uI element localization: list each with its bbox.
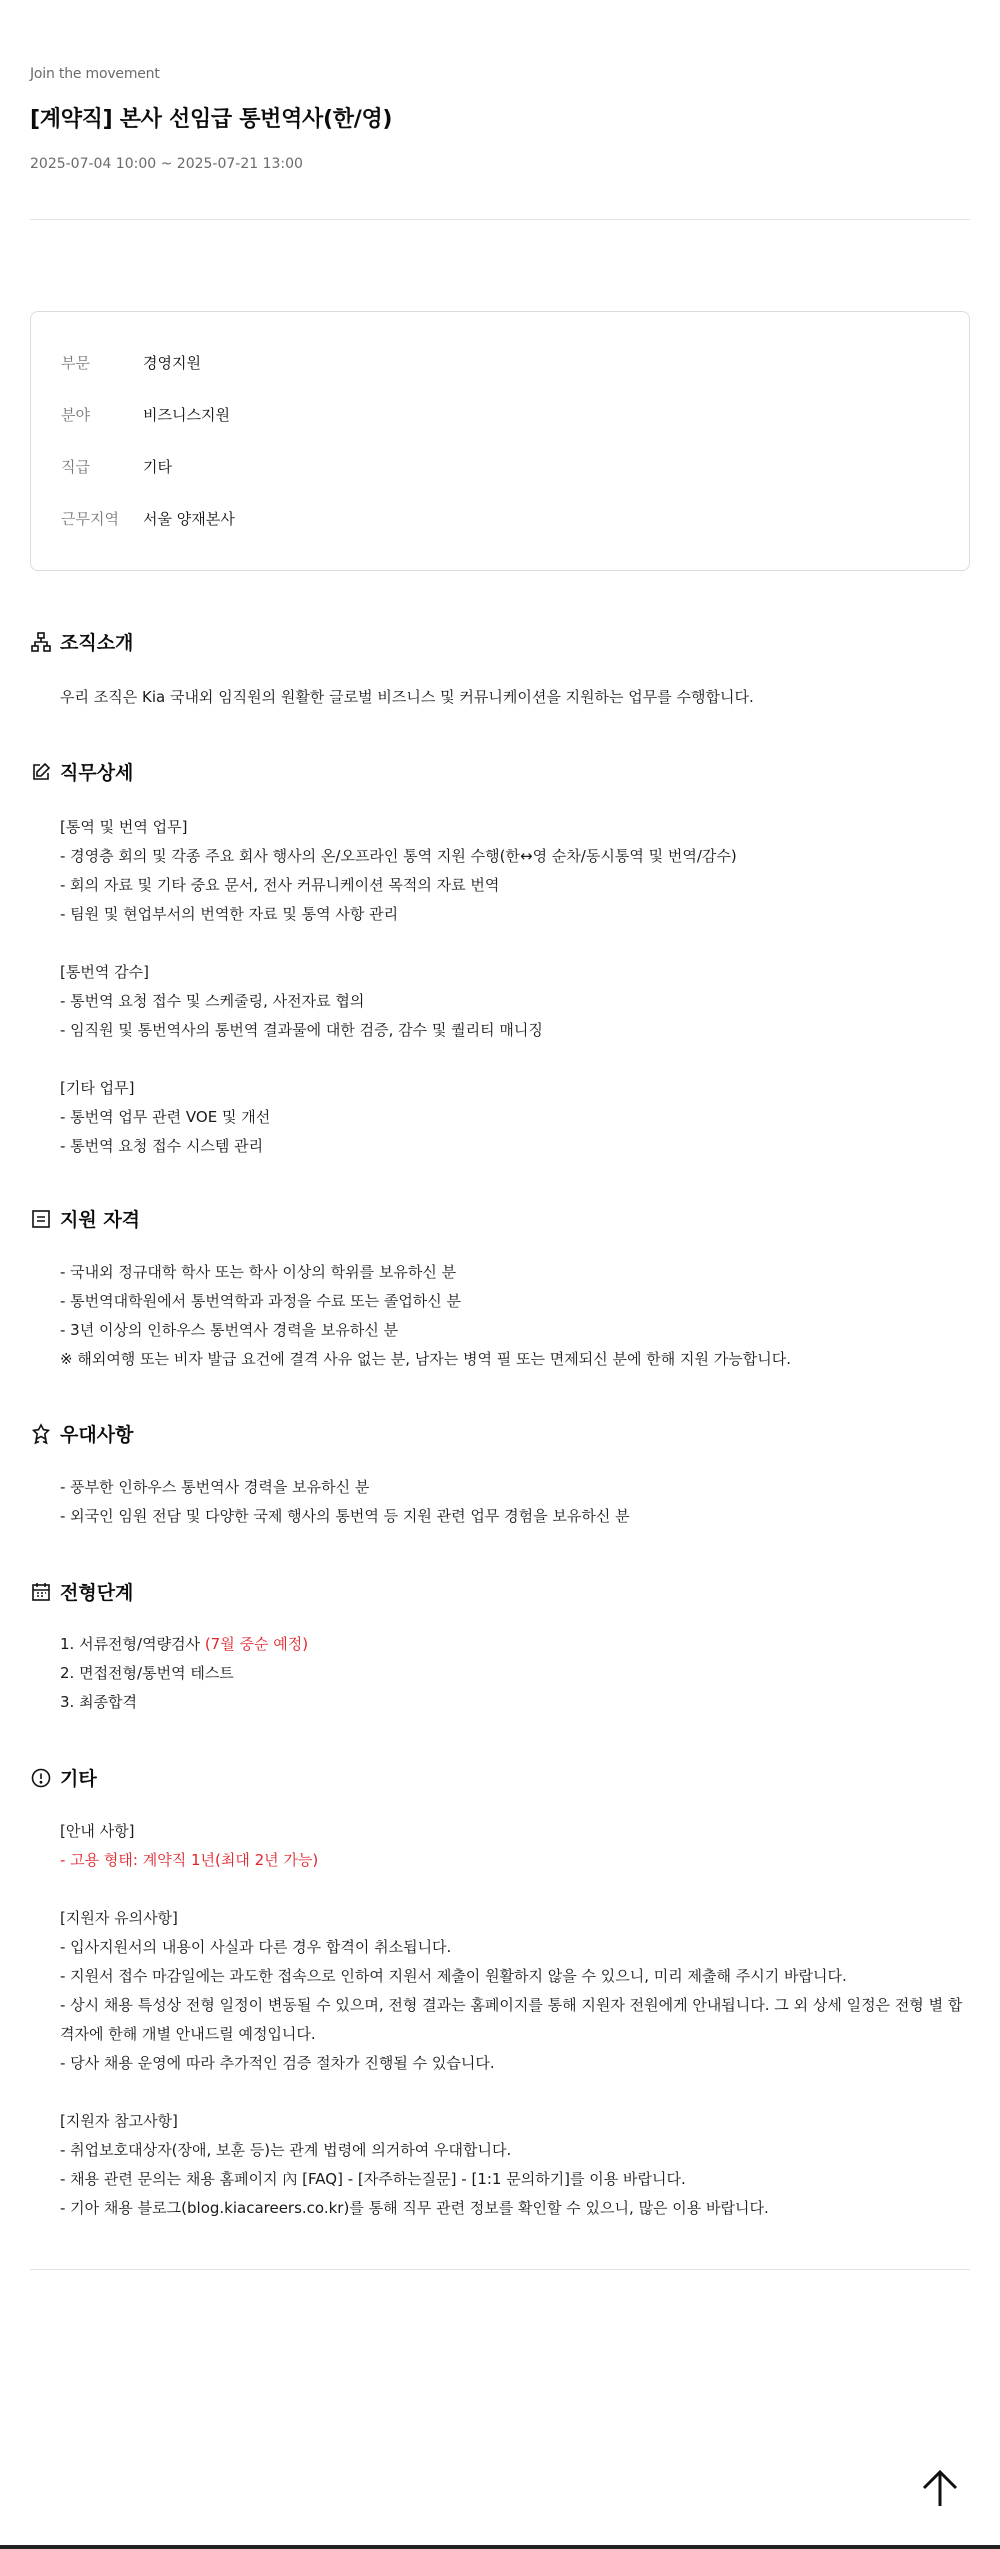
info-row-location — [61, 508, 235, 529]
text-line: [통번역 감수] — [60, 963, 149, 981]
text-line: ※ 해외여행 또는 비자 발급 요건에 결격 사유 없는 분, 남자는 병역 필 또는 면제되신 분에 한해 지원 가능합니다. — [60, 1350, 792, 1368]
text-line: - 국내외 정규대학 학사 또는 학사 이상의 학위를 보유하신 분 — [60, 1263, 457, 1281]
info-row-field — [61, 404, 230, 425]
text-line: [지원자 참고사항] — [60, 2112, 178, 2130]
text-line: - 팀원 및 현업부서의 번역한 자료 및 통역 사항 관리 — [60, 905, 399, 923]
section-title: 조직소개 — [60, 632, 134, 654]
text-line: - 회의 자료 및 기타 중요 문서, 전사 커뮤니케이션 목적의 자료 번역 — [60, 876, 500, 894]
info-row-division — [61, 352, 201, 373]
duty-description — [60, 813, 970, 1161]
process-steps — [60, 1630, 970, 1717]
job-info-box — [30, 311, 970, 571]
qualification-description — [60, 1258, 970, 1374]
calendar-icon — [30, 1581, 52, 1603]
process-step-1 — [60, 1630, 970, 1659]
spacer — [60, 1875, 970, 1904]
text-line: 우리 조직은 Kia 국내외 임직원의 원활한 글로벌 비즈니스 및 커뮤니케이션을 지원하는 업무를 수행합니다. — [60, 688, 754, 706]
etc-description — [60, 1817, 970, 2223]
text-line: - 취업보호대상자(장애, 보훈 등)는 관계 법령에 의거하여 우대합니다. — [60, 2141, 512, 2159]
info-label: 부문 — [61, 354, 90, 372]
text-line: [안내 사항] — [60, 1822, 135, 1840]
org-description — [60, 683, 970, 712]
info-row-rank — [61, 456, 172, 477]
section-title: 전형단계 — [60, 1582, 134, 1604]
employment-type-notice: - 고용 형태: 계약직 1년(최대 2년 가능) — [60, 1851, 319, 1869]
section-header-org — [30, 628, 133, 655]
text-line: - 3년 이상의 인하우스 통번역사 경력을 보유하신 분 — [60, 1321, 399, 1339]
arrow-up-icon — [918, 2466, 962, 2510]
scroll-top-button[interactable] — [918, 2466, 962, 2510]
text-line: - 임직원 및 통번역사의 통번역 결과물에 대한 검증, 감수 및 퀄리티 매니징 — [60, 1021, 543, 1039]
bottom-bar — [0, 2545, 1000, 2549]
header-divider — [30, 219, 970, 220]
content-divider — [30, 2269, 970, 2270]
text-line: - 외국인 임원 전담 및 다양한 국제 행사의 통번역 등 지원 관련 업무 경험을 보유하신 분 — [60, 1507, 630, 1525]
section-title: 직무상세 — [60, 762, 134, 784]
application-period: 2025-07-04 10:00 ~ 2025-07-21 13:00 — [30, 156, 303, 172]
text-line: - 통번역 업무 관련 VOE 및 개선 — [60, 1108, 271, 1126]
process-step-3: 3. 최종합격 — [60, 1693, 138, 1711]
text-line: [통역 및 번역 업무] — [60, 818, 188, 836]
document-icon — [30, 1208, 52, 1230]
text-line: - 상시 채용 특성상 전형 일정이 변동될 수 있으며, 전형 결과는 홈페이지를 통해 지원자 전원에게 안내됩니다. 그 외 상세 일정은 전형 별 합격자에 한해 개별 안내드릴 예정입니다. — [60, 1996, 963, 2043]
text-line: - 채용 관련 문의는 채용 홈페이지 內 [FAQ] - [자주하는질문] - [1:1 문의하기]를 이용 바랍니다. — [60, 2170, 686, 2188]
org-chart-icon — [30, 631, 52, 653]
step-label: 1. 서류전형/역량검사 — [60, 1635, 205, 1653]
text-line: - 입사지원서의 내용이 사실과 다른 경우 합격이 취소됩니다. — [60, 1938, 452, 1956]
text-line: - 지원서 접수 마감일에는 과도한 접속으로 인하여 지원서 제출이 원활하지 않을 수 있으니, 미리 제출해 주시기 바랍니다. — [60, 1967, 847, 1985]
info-label: 직급 — [61, 458, 90, 476]
info-value: 경영지원 — [143, 354, 201, 372]
process-step-2: 2. 면접전형/통번역 테스트 — [60, 1664, 234, 1682]
section-title: 지원 자격 — [60, 1209, 141, 1231]
info-label: 분야 — [61, 406, 90, 424]
text-line: - 경영층 회의 및 각종 주요 회사 행사의 온/오프라인 통역 지원 수행(한↔영 순차/동시통역 및 번역/감수) — [60, 847, 737, 865]
section-header-qualification — [30, 1205, 140, 1232]
step-note: (7월 중순 예정) — [204, 1635, 309, 1653]
alert-circle-icon — [30, 1767, 52, 1789]
section-header-process — [30, 1578, 133, 1605]
text-line: - 풍부한 인하우스 통번역사 경력을 보유하신 분 — [60, 1478, 370, 1496]
edit-icon — [30, 761, 52, 783]
award-icon — [30, 1423, 52, 1445]
text-line: - 당사 채용 운영에 따라 추가적인 검증 절차가 진행될 수 있습니다. — [60, 2054, 495, 2072]
text-line — [60, 1045, 970, 1074]
text-line: - 통번역 요청 접수 시스템 관리 — [60, 1137, 264, 1155]
text-line: [기타 업무] — [60, 1079, 135, 1097]
section-header-etc — [30, 1764, 97, 1791]
info-value: 기타 — [143, 458, 172, 476]
info-label: 근무지역 — [61, 510, 119, 528]
preference-description — [60, 1473, 970, 1531]
section-header-duty — [30, 758, 133, 785]
text-line: - 통번역대학원에서 통번역학과 과정을 수료 또는 졸업하신 분 — [60, 1292, 462, 1310]
text-line: - 통번역 요청 접수 및 스케줄링, 사전자료 협의 — [60, 992, 365, 1010]
text-line: - 기아 채용 블로그(blog.kiacareers.co.kr)를 통해 직무 관련 정보를 확인할 수 있으니, 많은 이용 바랍니다. — [60, 2199, 769, 2217]
section-header-preference — [30, 1420, 133, 1447]
spacer — [60, 2078, 970, 2107]
page-title: [계약직] 본사 선임급 통번역사(한/영) — [30, 107, 393, 132]
info-value: 서울 양재본사 — [143, 510, 235, 528]
eyebrow-text: Join the movement — [30, 66, 160, 82]
section-title: 기타 — [60, 1768, 97, 1790]
text-line: [지원자 유의사항] — [60, 1909, 178, 1927]
text-line — [60, 929, 970, 958]
info-value: 비즈니스지원 — [143, 406, 230, 424]
section-title: 우대사항 — [60, 1424, 134, 1446]
